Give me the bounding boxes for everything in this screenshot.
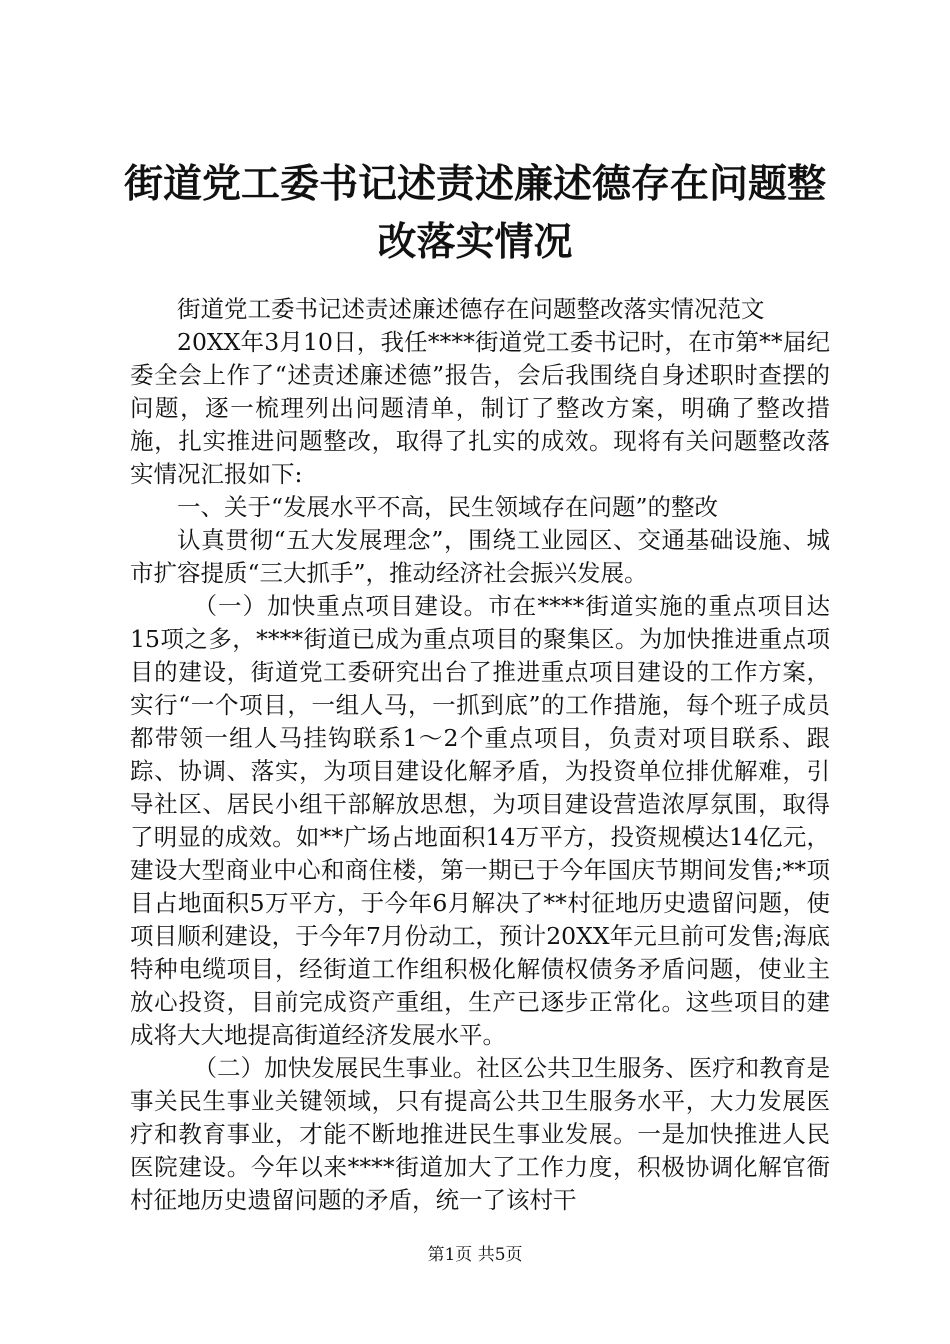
- document-title: 街道党工委书记述责述廉述德存在问题整改落实情况: [123, 161, 826, 265]
- paragraph-intro: 20XX年3月10日，我任****街道党工委书记时，在市第**届纪委全会上作了“述责述廉述德”报告，会后我围绕自身述职时查摆的问题，逐一梳理列出问题清单，制订了整改方案，明确了整改措施，扎实推进问题整改，取得了扎实的成效。现将有关问题整改落实情况汇报如下:: [130, 328, 830, 488]
- paragraph-overview: 认真贯彻“五大发展理念”，围绕工业园区、交通基础设施、城市扩容提质“三大抓手”，推动经济社会振兴发展。: [130, 526, 830, 587]
- section-heading: 一、关于“发展水平不高，民生领域存在问题”的整改: [177, 493, 719, 521]
- paragraph-livelihood: （二）加快发展民生事业。社区公共卫生服务、医疗和教育是事关民生事业关键领域，只有提高公共卫生服务水平，大力发展医疗和教育事业，才能不断地推进民生事业发展。一是加快推进人民医院建设。今年以来****街道加大了工作力度，积极协调化解官衙村征地历史遗留问题的矛盾，统一了该村干: [130, 1054, 830, 1214]
- paragraph-subtitle: 街道党工委书记述责述廉述德存在问题整改落实情况范文: [177, 295, 765, 323]
- paragraph-projects: （一）加快重点项目建设。市在****街道实施的重点项目达15项之多，****街道已成为重点项目的聚集区。为加快推进重点项目的建设，街道党工委研究出台了推进重点项目建设的工作方案，实行“一个项目，一组人马，一抓到底”的工作措施，每个班子成员都带领一组人马挂钩联系1～2个重点项目，负责对项目联系、跟踪、协调、落实，为项目建设化解矛盾，为投资单位排优解难，引导社区、居民小组干部解放思想，为项目建设营造浓厚氛围，取得了明显的成效。如**广场占地面积14万平方，投资规模达14亿元，建设大型商业中心和商住楼，第一期已于今年国庆节期间发售;**项目占地面积5万平方，于今年6月解决了**村征地历史遗留问题，使项目顺利建设，于今年7月份动工，预计20XX年元旦前可发售;海底特种电缆项目，经街道工作组积极化解债权债务矛盾问题，使业主放心投资，目前完成资产重组，生产已逐步正常化。这些项目的建成将大大地提高街道经济发展水平。: [130, 592, 830, 1049]
- page-footer: 第1页 共5页: [427, 1245, 523, 1265]
- document-body: [130, 293, 830, 1217]
